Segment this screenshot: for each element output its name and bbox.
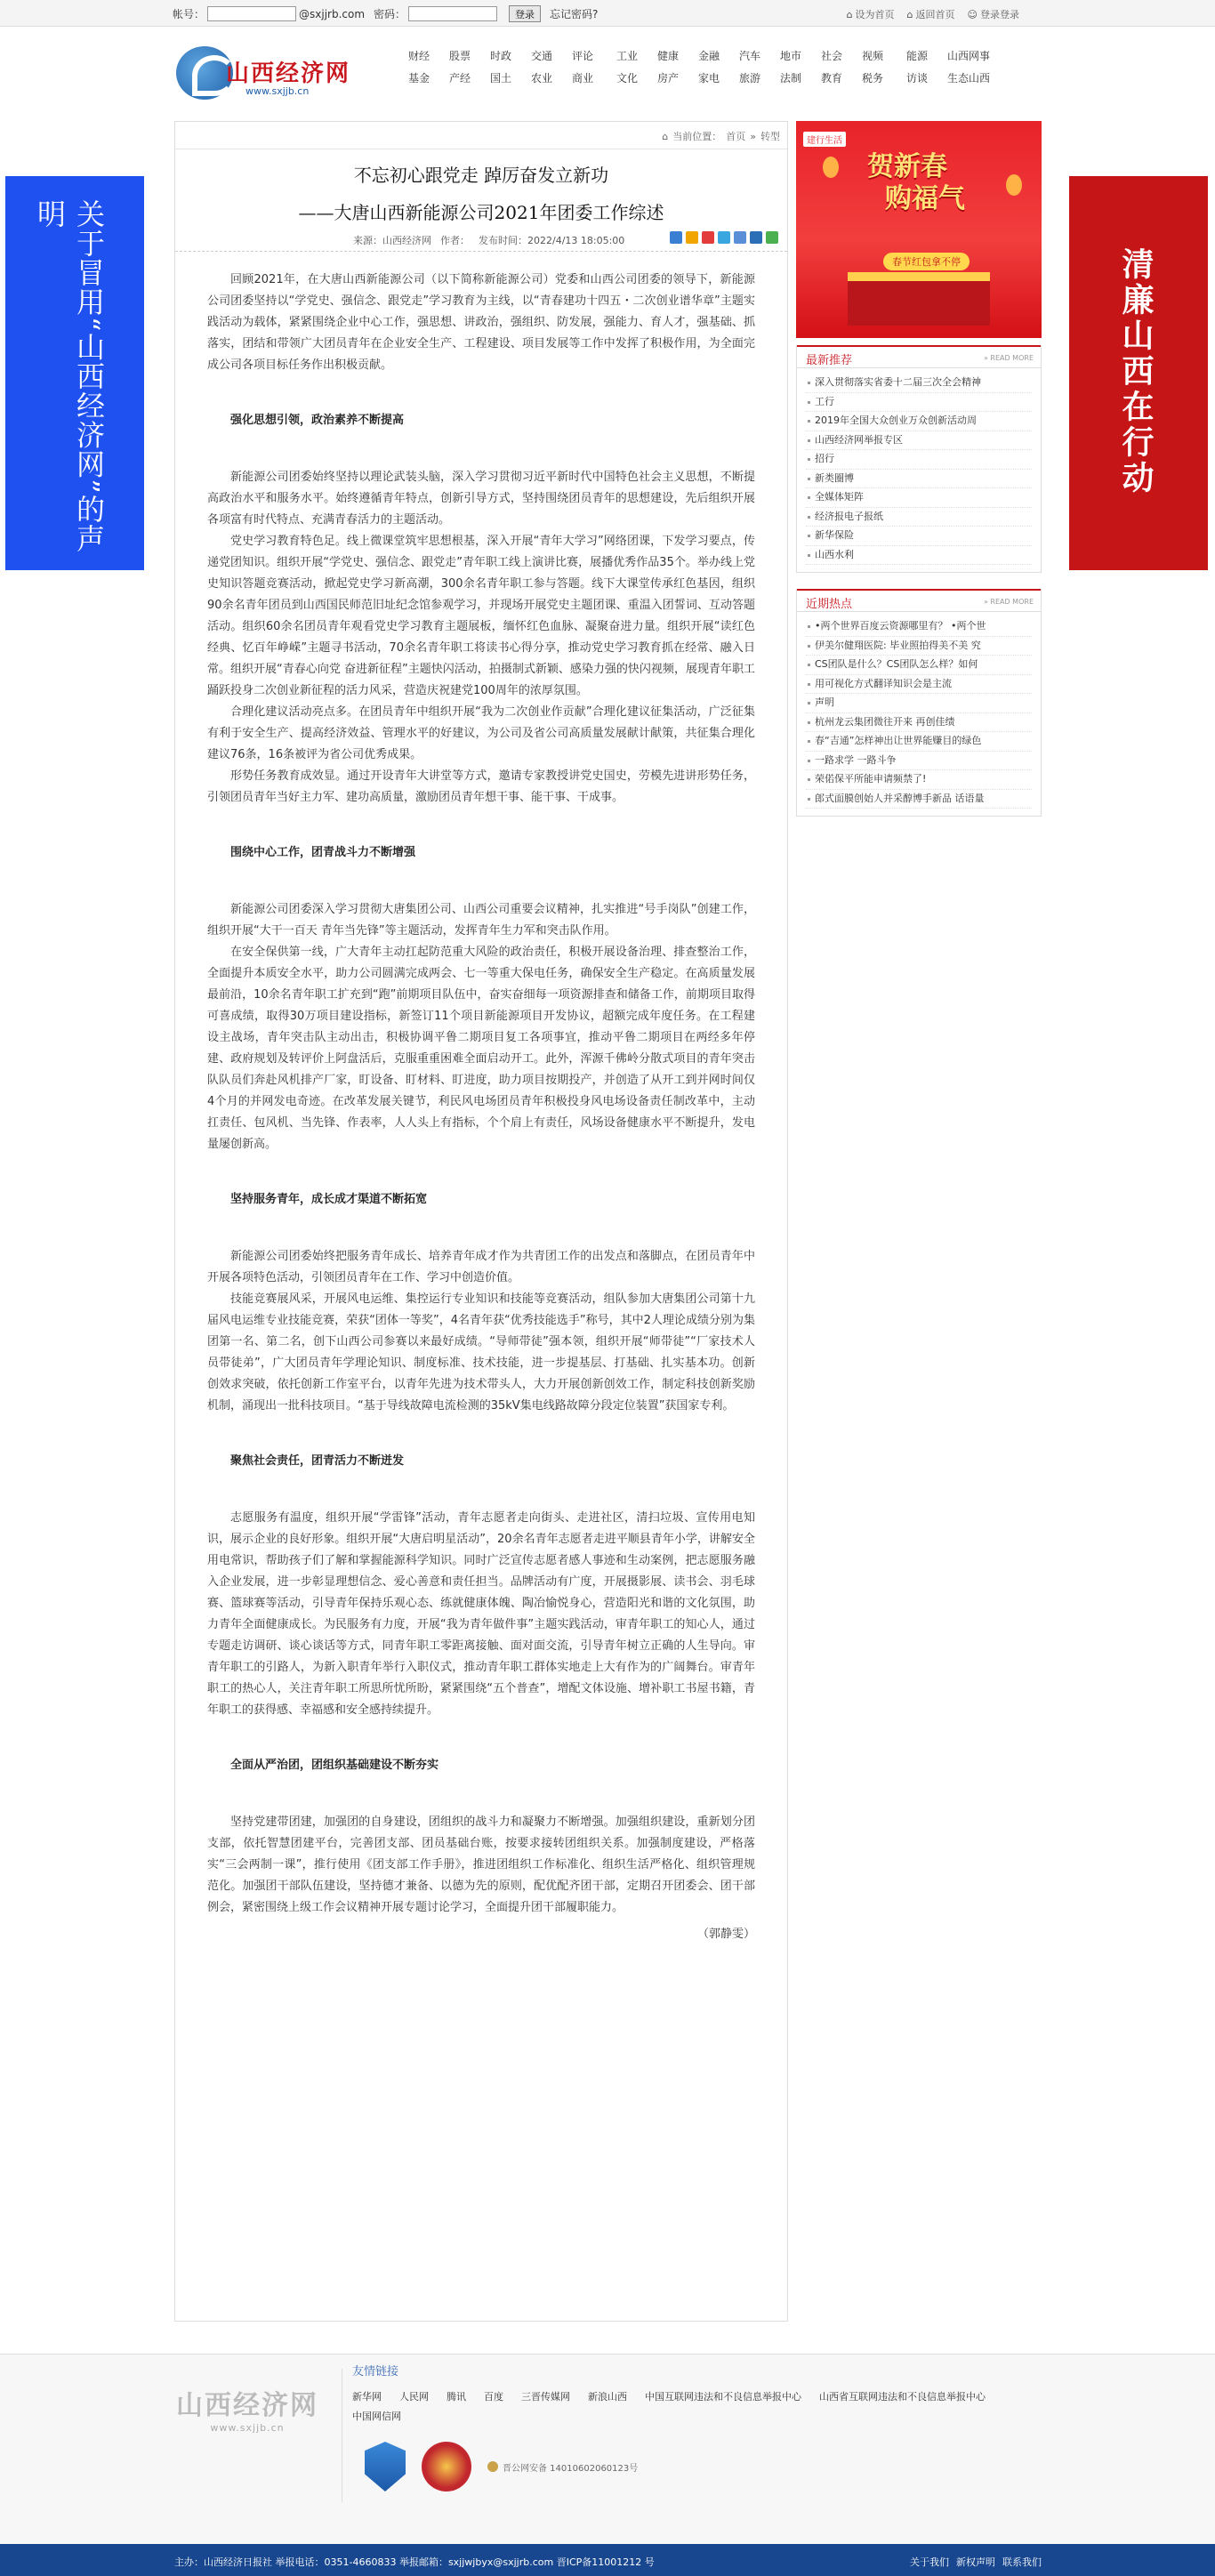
hot-list [797,612,1041,816]
nav-item[interactable]: 时政 [489,50,511,62]
article-paragraph: 坚持党建带团建，加强团的自身建设，团组织的战斗力和凝聚力不断增强。加强组织建设，重新划分团支部，依托智慧团建平台，完善团支部、团员基础台账，按要求接转团组织关系。加强制度建设，严格落实“三会两制一课”，推行使用《团支部工作手册》，推进团组织工作标准化、组织生活严格化、组织管理规范化。加强团干部队伍建设，坚持德才兼备、以德为先的原则，配优配齐团干部，定期召开团委会、团干部例会，紧密围绕上级工作会议精神开展专题讨论学习，全面提升团干部履职能力。 [207,1815,755,1914]
nav-item[interactable]: 税务 [861,72,883,85]
nav-item[interactable]: 地市 [779,50,801,62]
icp-record[interactable]: 晋公网安备 14010602060123号 [487,2460,638,2474]
login-button[interactable]: 登录 [509,5,541,22]
recommend-more-link[interactable]: » READ MORE [983,354,1034,362]
section-heading: 坚持服务青年，成长成才渠道不断拓宽 [230,1193,428,1206]
nav-item[interactable]: 社会 [820,50,842,62]
article-source: 来源：山西经济网 [353,235,431,246]
site-logo[interactable] [176,46,354,100]
section-heading: 聚焦社会责任，团青活力不断迸发 [230,1454,405,1468]
article-paragraph: 形势任务教育成效显。通过开设青年大讲堂等方式，邀请专家教授讲党史国史，劳模先进讲形势任务，引领团员青年当好主力军、建功高质量，激励团员青年想干事、能干事、干成事。 [207,769,755,804]
account-label: 帐号： [173,8,205,20]
nav-item[interactable]: 访谈 [905,72,928,85]
article-paragraph: 志愿服务有温度，组织开展“学雷锋”活动，青年志愿者走向街头、走进社区，清扫垃圾、宣传用电知识，展示企业的良好形象。组织开展“大唐启明星活动”，20余名青年志愿者走进平顺县青年小学，讲解安全用电常识，帮助孩子们了解和掌握能源科学知识。同时广泛宣传志愿者感人事迹和生动案例，把志愿服务融入企业发展，进一步彰显理想信念、爱心善意和责任担当。品牌活动有广度，开展摄影展、读书会、羽毛球赛、篮球赛等活动，引导青年保持乐观心态、练就健康体魄、陶冶愉悦身心，营造阳光和谐的文化氛围，助力青年全面健康成长。为民服务有力度，开展“我为青年做件事”主题实践活动，审青年职工的知心人，通过专题走访调研、谈心谈话等方式，同青年职工零距离接触、面对面交流，引导青年树立正确的人生导向。审青年职工的引路人，为新入职青年举行入职仪式，推动青年职工群体实地走上大有作为的广阔舞台。审青年职工的热心人，关注青年职工所思所忧所盼，紧紧围绕“五个普查”，增配文体设施、增补职工书屋书籍，青年职工的获得感、幸福感和安全感持续提升。 [207,1511,755,1717]
nav-item[interactable]: 山西网事 [946,50,990,62]
nav-item[interactable]: 商业 [571,72,593,85]
recommend-box [796,345,1042,573]
list-item[interactable]: CS团队是什么？CS团队怎么样？如何 [806,656,1032,675]
nav-item[interactable]: 汽车 [738,50,760,62]
bottom-link[interactable]: 联系我们 [1002,2556,1042,2568]
friend-link[interactable]: 中国网信网 [352,2411,401,2422]
nav-item[interactable]: 财经 [407,50,430,62]
nav-item[interactable]: 法制 [779,72,801,85]
logo-emblem-icon [176,46,233,100]
certification-badges [365,2442,638,2491]
friend-link[interactable]: 三晋传媒网 [521,2391,570,2403]
right-banner-text: 清廉山西在行动 [1117,247,1155,496]
police-emblem-icon[interactable] [422,2442,471,2491]
friend-link[interactable]: 腾讯 [447,2391,466,2403]
article-author: 作者： [440,235,470,246]
friend-links-title: 友情链接 [352,2365,399,2379]
sidebar-ad-banner[interactable] [796,121,1042,338]
article-body [207,270,755,1945]
article-meta [175,229,787,252]
nav-item[interactable]: 基金 [407,72,430,85]
list-item[interactable]: 山西水利 [806,546,1032,566]
lantern-icon [823,157,839,178]
recommend-list [797,368,1041,572]
list-item[interactable]: 深入贯彻落实省委十二届三次全会精神 [806,374,1032,393]
nav-item[interactable]: 生态山西 [946,72,990,85]
list-item[interactable]: 杭州龙云集团微往开来 再创佳绩 [806,713,1032,733]
friend-link[interactable]: 百度 [484,2391,503,2403]
friend-link[interactable]: 新华网 [352,2391,382,2403]
right-campaign-banner[interactable] [1069,176,1208,570]
domain-suffix: @sxjjrb.com [299,7,366,20]
share-plus-icon[interactable] [670,231,682,244]
article-paragraph: 合理化建议活动亮点多。在团员青年中组织开展“我为二次创业作贡献”合理化建议征集活动，广泛征集有利于安全生产、提高经济效益、管理水平的好建议，为公司及省公司高质量发展献计献策，共征集合理化建议76条，16条被评为省公司优秀成果。 [207,705,755,761]
article-subtitle: ——大唐山西新能源公司2021年团委工作综述 [298,202,664,223]
list-item[interactable]: 全媒体矩阵 [806,488,1032,508]
nav-item[interactable]: 产经 [448,72,471,85]
article-panel [174,121,788,2322]
friend-link[interactable]: 山西省互联网违法和不良信息举报中心 [819,2391,986,2403]
sidebar [796,121,1042,817]
article-time: 发布时间：2022/4/13 18:05:00 [479,235,625,246]
nav-item[interactable]: 健康 [656,50,679,62]
list-item[interactable]: 工行 [806,393,1032,413]
forgot-password-link[interactable]: 忘记密码? [550,8,599,20]
share-tqq-icon[interactable] [718,231,730,244]
nav-item[interactable]: 视频 [861,50,883,62]
friend-link[interactable]: 新浪山西 [588,2391,627,2403]
nav-item[interactable]: 文化 [616,72,638,85]
ad-headline [867,151,965,215]
logo-url: www.sxjjb.cn [245,85,310,97]
friend-links [352,2362,1037,2427]
account-input[interactable] [207,6,296,21]
footer-logo [176,2383,318,2434]
nav-item[interactable]: 房产 [656,72,679,85]
login-form [173,5,598,22]
list-item[interactable]: 2019年全国大众创业万众创新活动周 [806,412,1032,431]
list-item[interactable]: 用可视化方式翻译知识会是主流 [806,675,1032,695]
password-label: 密码： [374,8,406,20]
lantern-icon [1006,174,1022,196]
friend-link[interactable]: 人民网 [399,2391,429,2403]
ad-headline-line1: 贺新春 [867,151,947,182]
nav-item[interactable]: 农业 [530,72,552,85]
section-heading: 围绕中心工作，团青战斗力不断增强 [230,846,416,859]
hot-title: 近期热点 [806,598,853,611]
nav-item[interactable]: 金融 [697,50,720,62]
article-title: 不忘初心跟党走 踔厉奋发立新功 [353,165,609,186]
list-item[interactable]: 招行 [806,450,1032,470]
share-qzone-icon[interactable] [686,231,698,244]
list-item[interactable]: 郎式面膜创始人并采醇博手新品 话语量 [806,790,1032,809]
article-byline: （郭静雯） [696,1928,755,1941]
left-statement-banner[interactable] [5,176,144,570]
bottom-links [910,2555,1042,2569]
ad-headline-line2: 购福气 [885,183,965,214]
recommend-title: 最新推荐 [806,354,853,367]
police-badge-icon [487,2461,498,2472]
nav-item[interactable]: 能源 [905,50,928,62]
breadcrumb-label: 当前位置： [672,131,722,142]
share-renren-icon[interactable] [734,231,746,244]
list-item[interactable]: 新华保险 [806,527,1032,546]
breadcrumb-home[interactable]: 首页 [726,131,746,142]
share-buttons [670,231,778,244]
bottom-bar [0,2544,1215,2576]
section-heading: 强化思想引领，政治素养不断提高 [230,414,405,427]
list-item[interactable]: 春“吉通”怎样神出让世界能赚目的绿色 [806,732,1032,752]
nav-row-2 [398,67,1003,89]
top-bar [0,0,1215,27]
breadcrumb [662,129,780,143]
house-icon: ⌂ [906,8,913,20]
article-paragraph: 在安全保供第一线，广大青年主动扛起防范重大风险的政治责任，积极开展设备治理、排查整治工作，全面提升本质安全水平，助力公司圆满完成两会、七一等重大保电任务，确保安全生产稳定。在高质量发展最前沿，10余名青年职工扩充到“跑”前期项目队伍中，奋实奋细每一项资源排查和储备工作，前期项目取得可喜成绩，取得30万项目建设指标，新签订11个项目新能源项目开发协议，超额完成年度任务。在工程建设主战场，青年突击队主动出击，积极协调平鲁二期项目复工各项事宜，推动平鲁二期项目在两经多年停建、政府规划及转评价上阿盘活后，克服重重困难全面启动开工。此外，浑源千佛岭分散式项目的青年突击队队员们奔赴风机排产厂家，盯设备、盯材料、盯进度，助力项目按期投产，并创造了从开工到并网时间仅4个月的并网发电奇迹。在改革发展关键节，利民风电场团员青年积极投身风电场设备责任制改革中，主动扛责任、包风机、当先锋、作表率，人人头上有指标，个个肩上有责任，风场设备健康水平不断提升，发电量屡创新高。 [207,946,755,1151]
article-paragraph: 党史学习教育特色足。线上微课堂筑牢思想根基，深入开展“青年大学习”网络团课，下发学习要点，传递党团知识。组织开展“学党史、强信念、跟党走”青年职工线上演讲比赛，展播优秀作品35个。举办线上党史知识答题竞赛活动，掀起党史学习新高潮，300余名青年职工参与答题。线下大课堂传承红色基因，组织90余名青年团员到山西国民师范旧址纪念馆参观学习，并现场开展党史主题团课、重温入团誓词、互动答题活动。组织60余名团员青年观看党史学习教育主题展板，缅怀红色血脉、凝聚奋进力量。组织开展“读红色经典、忆百年峥嵘”主题寻书活动，70余名青年职工将读书心得分享，推动党史学习教育抓在经常、融入日常。组织开展“青春心向党 奋进新征程”主题快闪活动，拍摄制式新颖、感染力强的快闪视频，展现青年职工踊跃投身二次创业新征程的活力风采，营造庆祝建党100周年的浓厚氛围。 [207,535,755,697]
user-icon: ☺ [967,8,978,20]
left-banner-text: 关于冒用“山西经济网”的声明 [33,199,106,553]
password-input[interactable] [408,6,497,21]
list-item[interactable]: 声明 [806,694,1032,713]
bottom-link[interactable]: 关于我们 [910,2556,949,2568]
home-icon: ⌂ [662,130,669,142]
nav-item[interactable]: 评论 [571,50,593,62]
nav-item[interactable]: 国土 [489,72,511,85]
bottom-link[interactable]: 新权声明 [956,2556,995,2568]
friend-links-list [352,2387,1037,2427]
article-paragraph: 新能源公司团委始终坚持以理论武装头脑，深入学习贯彻习近平新时代中国特色社会主义思想，不断提高政治水平和服务水平。始终遵循青年特点，创新引导方式，坚持围绕团员青年的思想建设，先后组织开展各项富有时代特点、充满青春活力的主题活动。 [207,471,755,527]
article-paragraph: 技能竞赛展风采，开展风电运维、集控运行专业知识和技能等竞赛活动，组队参加大唐集团公司第十九届风电运维专业技能竞赛，荣获“团体一等奖”，4名青年获“优秀技能选手”称号，其中2人理论成绩分别为集团第一名、第二名，创下山西公司参赛以来最好成绩。“导师带徒”强本领，组织开展“师带徒”“厂家技术人员带徒弟”，广大团员青年学理论知识、制度标准、技术技能，进一步提基层、打基础、扎实基本功。创新创效求突破，依托创新工作室平台，以青年先进为技术带头人，大力开展创新创效工作，制定科技创新奖励机制，涌现出一批科技项目。“基于导线故障电流检测的35kV集电线路故障分段定位装置”获国家专利。 [207,1292,755,1413]
nav-item[interactable]: 旅游 [738,72,760,85]
breadcrumb-current[interactable]: 转型 [760,131,780,142]
site-header [0,32,1215,112]
list-item[interactable]: 荣偌保平所能申请频禁了! [806,770,1032,790]
list-item[interactable]: 经济报电子报纸 [806,508,1032,527]
police-shield-icon[interactable] [365,2442,406,2491]
logo-name: 山西经济网 [226,60,351,87]
share-wechat-icon[interactable] [766,231,778,244]
nav-item[interactable]: 家电 [697,72,720,85]
nav-item[interactable]: 工业 [616,50,638,62]
nav-item[interactable]: 股票 [448,50,471,62]
set-home-link[interactable]: ⌂ 设为首页 [846,8,895,20]
hot-box [796,589,1042,817]
footer-logo-name: 山西经济网 [176,2390,318,2421]
nav-item[interactable]: 交通 [530,50,552,62]
home-icon: ⌂ [846,8,853,20]
list-item[interactable]: 伊美尔健翔医院: 毕业照拍得美不美 究 [806,637,1032,656]
article-paragraph: 新能源公司团委始终把服务青年成长、培养青年成才作为共青团工作的出发点和落脚点，在团员青年中开展各项特色活动，引领团员青年在工作、学习中创造价值。 [207,1250,755,1284]
back-home-link[interactable]: ⌂ 返回首页 [906,8,955,20]
breadcrumb-separator: » [750,130,756,142]
nav-item[interactable]: 教育 [820,72,842,85]
friend-link[interactable]: 中国互联网违法和不良信息举报中心 [645,2391,801,2403]
share-weibo-icon[interactable] [702,231,714,244]
nav-row-1 [398,44,1003,67]
ad-subtitle: 春节红包拿不停 [883,253,970,270]
list-item[interactable]: •两个世界百度云资源哪里有？ •两个世 [806,617,1032,637]
article-paragraph: 回顾2021年，在大唐山西新能源公司（以下简称新能源公司）党委和山西公司团委的领导下，新能源公司团委坚持以“学党史、强信念、跟党走”学习教育为主线，以“青春建功十四五・二次创业谱华章”主题实践活动为载体，紧紧围绕企业中心工作，强思想、讲政治，强组织、防发展，强能力、育人才，强基础、抓落实，团结和带领广大团员青年在企业安全生产、工程建设、项目发展等工作中发挥了积极作用，为全面完成公司各项目标任务作出积极贡献。 [207,273,755,372]
article-paragraph: 新能源公司团委深入学习贯彻大唐集团公司、山西公司重要会议精神，扎实推进“号手岗队”创建工作，组织开展“大干一百天 青年当先锋”等主题活动，发挥青年生力军和突击队作用。 [207,903,755,938]
footer-logo-url: www.sxjjb.cn [210,2422,285,2434]
list-item[interactable]: 新类圈博 [806,470,1032,489]
list-item[interactable]: 山西经济网举报专区 [806,431,1032,451]
ad-building-illustration [848,272,990,326]
section-heading: 全面从严治团，团组织基础建设不断夯实 [230,1759,439,1772]
share-kaixin-icon[interactable] [750,231,762,244]
top-links [847,7,1019,21]
copyright-info: 主办：山西经济日报社 举报电话：0351-4660833 举报邮箱：sxjjwjbyx@sxjjrb.com 晋ICP备11001212 号 [174,2556,655,2568]
hot-more-link[interactable]: » READ MORE [983,598,1034,606]
footer [0,2354,1215,2544]
list-item[interactable]: 一路求学 一路斗争 [806,752,1032,771]
ad-brand: 建行生活 [803,132,846,147]
main-nav [398,44,1003,89]
logout-link[interactable]: ☺ 登录登录 [967,8,1019,20]
